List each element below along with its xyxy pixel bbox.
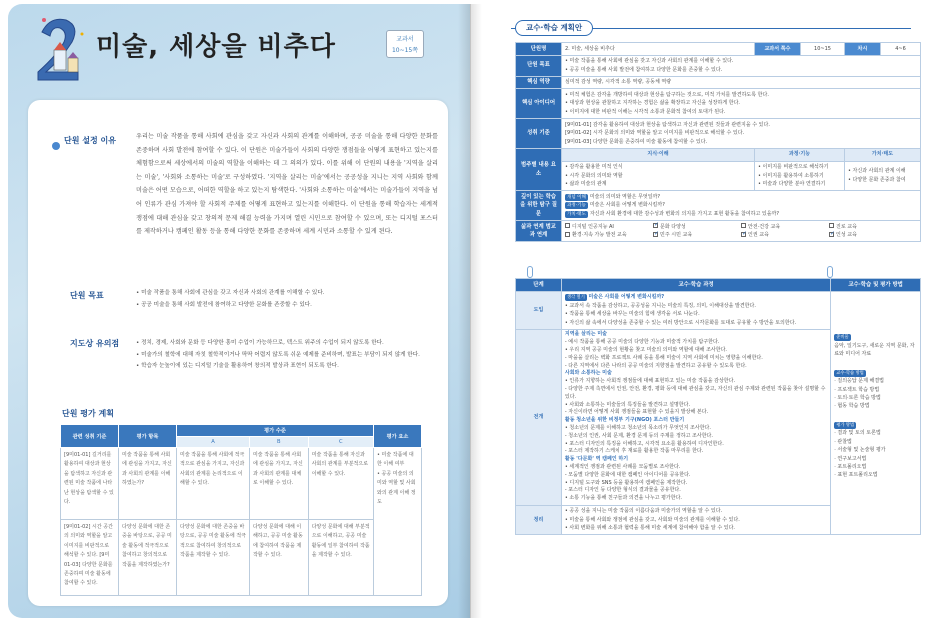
eval-cell: 미술 작품을 통해 자신과 사회의 관계를 부분적으로 이해할 수 있다.: [308, 448, 373, 520]
method-item: · 프로젝트 학습 방법: [834, 386, 880, 393]
notes-list: [136, 338, 436, 373]
standard-label: 성취 기준: [516, 119, 562, 149]
life-option: [741, 231, 829, 240]
stage-line: - 모둠별 다양한 문화에 대한 캠페인 아이디어를 공유한다.: [564, 471, 691, 478]
checked-box-icon: [653, 232, 658, 237]
competency-label: 핵심 역량: [516, 76, 562, 89]
stage-line: - 포스터 디자인 등 다양한 형식의 결과물을 공유한다.: [564, 487, 681, 494]
stage-line: - 다양한 주제 측면에서 인권, 안전, 환경, 평화 등에 대해 관심을 갖고, 자신의 관심 주제와 관련된 작품을 찾아 설명할 수 있다.: [564, 386, 826, 400]
content-item: • 미술과 다양한 분야 연결하기: [758, 181, 826, 188]
stage-line: • 미술을 통해 사회와 쟁점에 관심을 갖고, 사회와 미술의 관계를 이해할 수 있다.: [564, 516, 740, 523]
eval-cell: 미술 작품을 통해 사회에 관심을 가지고, 자신과 사회의 관계를 이해하였는가?: [119, 448, 177, 520]
goal-item: • 미술 작품을 통해 사회에 관심을 갖고 자신과 사회의 관계를 이해할 수 있다.: [136, 290, 325, 296]
method-item: · 연구보고서법: [834, 455, 867, 462]
life-option: [653, 223, 741, 232]
method-item: · 포트폴리오법: [834, 463, 867, 470]
question-text: 미술의 의미와 역할은 무엇일까?: [589, 193, 661, 200]
life-option: [565, 231, 653, 240]
method-item: · 서술형 및 논술형 평가: [834, 447, 886, 454]
life-option: [565, 223, 653, 232]
eval-cell: 다양성 문화에 대해 이해하고, 공공 미술 활동에 참여하여 작품을 제작할 수 있다.: [249, 520, 308, 596]
flow-head: 단계: [516, 279, 562, 292]
checked-box-icon: [741, 232, 746, 237]
life-option-label: 진로 교육: [836, 223, 857, 230]
binder-clip-icon: [827, 266, 833, 278]
stage-line: - 청소년의 인권, 사회 문제, 환경 문제 등의 주제를 정하고 조사한다.: [564, 432, 713, 439]
stage-line: - 다른 지역에서 다른 나라의 공공 미술의 지향점을 발견하고 공유할 수 있도록 한다.: [564, 362, 747, 369]
content-label: 범주별 내용 요소: [516, 148, 562, 190]
life-option: [829, 223, 917, 232]
empty-box-icon: [829, 223, 834, 228]
method-tag: 준비물: [836, 335, 849, 341]
question-label: 깊이 있는 학습을 위한 탐구 질문: [516, 191, 562, 221]
eval-cell: 다양성 문화에 대해 부분적으로 이해하고, 공공 미술 활동에 일부 참여하여 작품을 제작할 수 있다.: [308, 520, 373, 596]
life-label: 삶과 연계 범교과 연계: [516, 221, 562, 242]
stage-title: 미술은 사회를 어떻게 변화시킬까?: [588, 294, 665, 301]
stage-title: 지역을 살리는 미술: [564, 331, 608, 338]
eval-cell: [9미01-01] 길거리를 활용하여 대상과 현상을 탐색하고 자신과 관련된 미술 작품에 나타난 현상을 탐색할 수 있다.: [61, 448, 119, 520]
section-dot-icon: [52, 142, 60, 150]
standard-cell: [562, 119, 921, 149]
goal-heading: 단원 목표: [70, 291, 104, 300]
pages-label: 교과서 쪽수: [755, 43, 801, 56]
eval-cell: 미술 작품을 통해 사회에 관심을 가지고, 자신과 사회의 관계를 대체로 이해할 수 있다.: [249, 448, 308, 520]
flow-head: 교수·학습 과정: [561, 279, 830, 292]
question-cell: [562, 191, 921, 221]
stage-line: • 사회와 소통하는 미술들의 특징들을 발견하고 설명한다.: [564, 401, 691, 408]
eval-header-item: 평가 항목: [119, 425, 177, 448]
idea-cell: [562, 89, 921, 119]
idea-item: • 이미지에 대한 비판적 이해는 시각적 소통과 문화적 참여의 토대가 된다.: [565, 109, 726, 116]
stage-name: 전개: [516, 329, 562, 505]
notes-item: • 정치, 경제, 사회와 문화 등 다양한 흥미 수업이 가능하므로, 텍스트 위주의 수업이 되지 않도록 한다.: [136, 340, 384, 346]
ref-pages: 10~15쪽: [391, 47, 419, 54]
method-item: · 협동 학습 방법: [834, 403, 870, 410]
eval-level-c: C: [308, 437, 373, 448]
empty-box-icon: [565, 232, 570, 237]
hours-label: 차시: [845, 43, 881, 56]
goal-item: • 공공 미술을 통해 사회 발전에 참여하고 다양한 문화를 존중할 수 있다.: [136, 301, 312, 308]
reason-paragraph: 우리는 미술 작품을 통해 사회에 관심을 갖고 자신과 사회의 관계를 이해하며, 공공 미술을 통해 다양한 문화를 존중하며 사회 발전에 참여할 수 있다. 이 단원은 미술가들이 사회의 다양한 쟁점들을 어떻게 표현하고 있는지를 체험함으로써 세상에서의 미술의 역할을 이해하는 데 그 의의가 있다. 이를 위해 이 단원의 내용을 '지역을 살리는 미술', '사회와 소통하는 미술'로 구성하였다. '지역을 살리는 미술'에서는 공공성을 지니는 지역 사회와 함께 미술은 어떤 모습으로, 어떠한 역할을 하고 있는지 탐색한다. '사회와 소통하는 미술'에서는 미술가들이 지역을 넘어 인류가 관심 가져야 할 사회적 주제를 어떻게 표현하고 있는지를 이해한다. 이 단원을 통해 학습자는 세계적 쟁점에 대해 관심을 갖고 창의적 문제 해결 능력을 가지며 열린 시민으로 참여할 수 있으며, 또는 디지털 포스터를 제작하거나 캠페인 활동 등을 통해 다양한 문화를 존중하며 세계 시민과 소통할 수 있게 된다.: [136, 133, 438, 236]
stage-line: • 사회 변화를 위해 소통과 협력을 통해 미술 세계에 참여해야 함을 알 수 있다.: [564, 525, 735, 532]
method-tag: 교수·학습 방법: [836, 370, 864, 376]
competency-value: 심미적 감성 역량, 시각적 소통 역량, 공동체 역량: [562, 76, 921, 89]
stage-name: 정리: [516, 505, 562, 535]
method-tag: 평가 방법: [836, 422, 855, 428]
question-tag: 가치·태도: [567, 212, 586, 217]
life-option-label: 문화 다양성: [660, 223, 686, 230]
question-text: 미술은 사회를 어떻게 변화시킬까?: [589, 202, 665, 209]
goal-item: • 미술 작품을 통해 사회에 관심을 갖고 자신과 사회의 관계를 이해할 수 있다.: [565, 58, 734, 65]
life-option-label: 디지털 인공지능 AI: [572, 223, 614, 230]
content-col: [845, 161, 921, 191]
stage-line: 활동 청소년을 위한 비정부 기구(NGO) 포스터 만들기: [564, 417, 685, 424]
eval-cell: [9미01-02] 시간 공간의 의미와 역할을 알고 이미지를 비판적으로 해석할 수 있다. [9미01-03] 다양한 문화를 존중하며 미술 활동에 참여할 수 있다.: [61, 520, 119, 596]
plan-tab: 교수·학습 계획안: [515, 20, 593, 36]
stage-line: • 세계적인 쟁점과 관련된 사례를 모둠별로 조사한다.: [564, 464, 681, 471]
left-page: [8, 4, 470, 618]
method-item: · 관찰법: [834, 438, 852, 445]
life-option: [741, 223, 829, 232]
idea-item: • 대상과 현상을 관찰하고 지각하는 경험은 삶을 확장하고 자신을 성장하게 한다.: [565, 100, 740, 107]
content-col: [562, 161, 755, 191]
life-option-label: 인권 교육: [748, 232, 769, 239]
unit-label: 단원명: [516, 43, 562, 56]
stage-line: • 교과서 속 작품을 감상하고, 공공성을 지니는 미술의 특징, 의미, 이해대상을 발견한다.: [564, 302, 756, 309]
standard-item: [9미01-03] 다양한 문화를 존중하여 미술 활동에 참여할 수 있다.: [565, 138, 708, 145]
life-cell: [562, 221, 921, 242]
stage-line: • 소통 기능을 통해 친구들과 의견을 나누고 평가한다.: [564, 495, 682, 502]
content-item: • 감각을 활용한 미적 인식: [565, 164, 623, 171]
stage-line: • 공공 성을 지니는 미술 작품의 이름다움과 미술가의 역할을 알 수 있다.: [564, 508, 723, 514]
eval-cell: 미술 작품을 통해 사회에 적극적으로 관심을 가지고, 자신과 사회의 관계를 논리적으로 이해할 수 있다.: [177, 448, 250, 520]
eval-table: [60, 424, 422, 596]
right-page: [470, 4, 938, 618]
empty-box-icon: [565, 223, 570, 228]
textbook-ref-badge: [386, 30, 424, 58]
standard-item: [9미01-02] 시각 문화의 의미와 역할을 알고 이미지를 비판적으로 해석할 수 있다.: [565, 130, 745, 137]
stage-line: - 자신이라면 어떻게 사회 쟁점들을 표현할 수 있을지 발상해 본다.: [564, 409, 709, 416]
eval-cell: • 미술 작품에 대한 이해 여부 • 공공 미술의 의미와 역할 및 사회와의 관계 이해 정도: [374, 448, 422, 596]
table-row: [61, 448, 422, 520]
eval-level-a: A: [177, 437, 250, 448]
eval-level-b: B: [249, 437, 308, 448]
goal-item: • 공공 미술을 통해 사회 발전에 참여하고 다양한 문화를 존중할 수 있다.: [565, 66, 723, 73]
content-head: 과정·기능: [755, 148, 845, 161]
goal-list: [136, 288, 436, 311]
stage-name: 도입: [516, 291, 562, 329]
content-head: 지식·이해: [562, 148, 755, 161]
stage-line: • 작품을 통해 세상을 바꾸는 미술의 힘에 생각을 서로 나눈다.: [564, 311, 700, 318]
idea-label: 핵심 아이디어: [516, 89, 562, 119]
eval-header-level: 평가 수준: [177, 425, 374, 437]
unit-number-illustration: [32, 12, 94, 84]
method-item: · 토의·토론 학습 방법: [834, 394, 881, 401]
question-tag: 과정·기능: [567, 203, 586, 209]
plan-table: [515, 42, 921, 242]
stage-line: • 인류가 지향하는 사회적 쟁점들에 대해 표현하고 있는 미술 작품을 감상한다.: [564, 378, 736, 385]
empty-box-icon: [741, 223, 746, 228]
method-item: · 결과 및 토의 토론법: [834, 430, 881, 437]
stage-line: - 포스터 제작하기 스케치 후 재료를 활용한 작품 마무리를 한다.: [564, 448, 704, 455]
reason-heading: 단원 설정 이유: [64, 136, 116, 145]
textbook-spread: [8, 4, 938, 618]
idea-item: • 미적 체험은 감각을 개방하여 대상과 현상을 탐구하는 것으로, 미적 가치를 발견하도록 한다.: [565, 91, 769, 98]
stage-body: [561, 329, 830, 505]
life-option-label: 안전·건강 교육: [748, 223, 781, 230]
eval-cell: 다양성 문화에 대한 존중을 바탕으로, 공공 미술 활동에 적극적으로 참여하고 창의적으로 작품을 제작하였는가?: [119, 520, 177, 596]
content-col: [755, 161, 845, 191]
checked-box-icon: [829, 232, 834, 237]
stage-body: [561, 291, 830, 329]
page-title: 미술, 세상을 비추다: [96, 32, 336, 62]
stage-line: • 디지털 도구와 SNS 등을 활용하여 캠페인을 제작한다.: [564, 479, 688, 486]
stage-line: • 우리 지역 공공 미술의 현황을 찾고 미술의 의미와 역할에 대해 조사한다.: [564, 347, 727, 354]
life-option-label: 인성 교육: [836, 232, 857, 239]
question-tag: 개념 이해: [567, 194, 586, 200]
stage-line: 사회와 소통하는 미술: [564, 370, 612, 377]
stage-tag: 생각 열기: [566, 295, 585, 301]
notes-item: • 학습자 눈높이에 있는 디지털 기술을 활용하여 창의적 발상과 표현이 되도록 한다.: [136, 363, 339, 370]
binder-clip-icon: [527, 266, 533, 278]
eval-cell: 다양성 문화에 대한 존중을 바탕으로, 공공 미술 활동에 적극적으로 참여하여 창의적으로 작품을 제작할 수 있다.: [177, 520, 250, 596]
stage-line: - 예시 작품을 통해 공공 미술의 다양한 기능과 미술적 가치를 탐구한다.: [564, 339, 720, 346]
notes-heading: 지도상 유의점: [70, 339, 120, 348]
stage-line: - 마을을 살리는 벽화 프로젝트 사례 등을 통해 미술이 지역 사회에 미치는 영향을 이해한다.: [564, 354, 763, 361]
stage-line: • 자신의 삶 속에서 다양성을 존중할 수 있는 여러 방안으로 시각문화를 토대로 공유할 수 방안을 토의한다.: [564, 319, 797, 326]
method-item: · 표현 포트폴리오법: [834, 472, 878, 479]
unit-value: 2. 미술, 세상을 비추다: [562, 43, 755, 56]
content-head: 가치·태도: [845, 148, 921, 161]
life-option: [653, 231, 741, 240]
stage-line: • 포스터 디자인의 특징을 이해하고, 시각적 요소를 활용하여 디자인한다.: [564, 440, 724, 447]
ref-label: 교과서: [396, 36, 414, 43]
goal-cell: [562, 55, 921, 76]
content-item: • 다양한 문화 존중과 참여: [848, 176, 906, 183]
method-item: 음악, 일기도구, 새로운 지역 문화, 자료와 미디어 자료: [834, 342, 915, 358]
eval-header-standard: 관련 성취 기준: [61, 425, 119, 448]
flow-head: 교수·학습 및 평가 방법: [831, 279, 921, 292]
eval-heading: 단원 평가 계획: [62, 409, 114, 418]
flow-table: [515, 278, 921, 535]
hours-value: 4~6: [881, 43, 921, 56]
life-option: [829, 231, 917, 240]
method-cell: [831, 291, 921, 535]
goal-label: 단원 목표: [516, 55, 562, 76]
stage-line: • 청소년의 문제를 이해하고 청소년의 목소리가 무엇인지 조사한다.: [564, 425, 711, 432]
content-item: • 자신과 사회의 관계 이해: [848, 168, 906, 175]
question-text: 자신과 사회 환경에 대한 감수성과 변화의 의지를 가지고 표현 활동을 참여하고 있을까?: [589, 211, 780, 217]
content-item: • 삶과 미술의 관계: [565, 181, 607, 188]
standard-item: [9미01-01] 감각을 활용하여 대상과 현상을 탐색하고 자신과 관련된 것들과 관련지을 수 있다.: [565, 121, 770, 128]
pages-value: 10~15: [801, 43, 845, 56]
table-row: [61, 520, 422, 596]
stage-line: 활동 '다문화' 역 캠페인 하기: [564, 456, 629, 463]
life-option-label: 민주 시민 교육: [660, 232, 693, 239]
stage-body: [561, 505, 830, 535]
content-item: • 시각 문화의 의미와 역할: [565, 172, 623, 179]
content-item: • 이미지를 비판적으로 해석하기: [758, 164, 829, 171]
method-item: · 질의응답 문제 해결법: [834, 378, 885, 385]
content-item: • 이미지를 활용하여 소통하기: [758, 172, 824, 179]
checked-box-icon: [653, 223, 658, 228]
notes-item: • 미술가의 철학에 대해 자칫 철학적이거나 딱딱 어렵지 않도록 쉬운 예제를 준비하며, 발표는 부담이 되지 않게 한다.: [136, 351, 420, 358]
eval-header-element: 평가 요소: [374, 425, 422, 448]
life-option-label: 환경·지속 가능 발전 교육: [572, 232, 627, 239]
